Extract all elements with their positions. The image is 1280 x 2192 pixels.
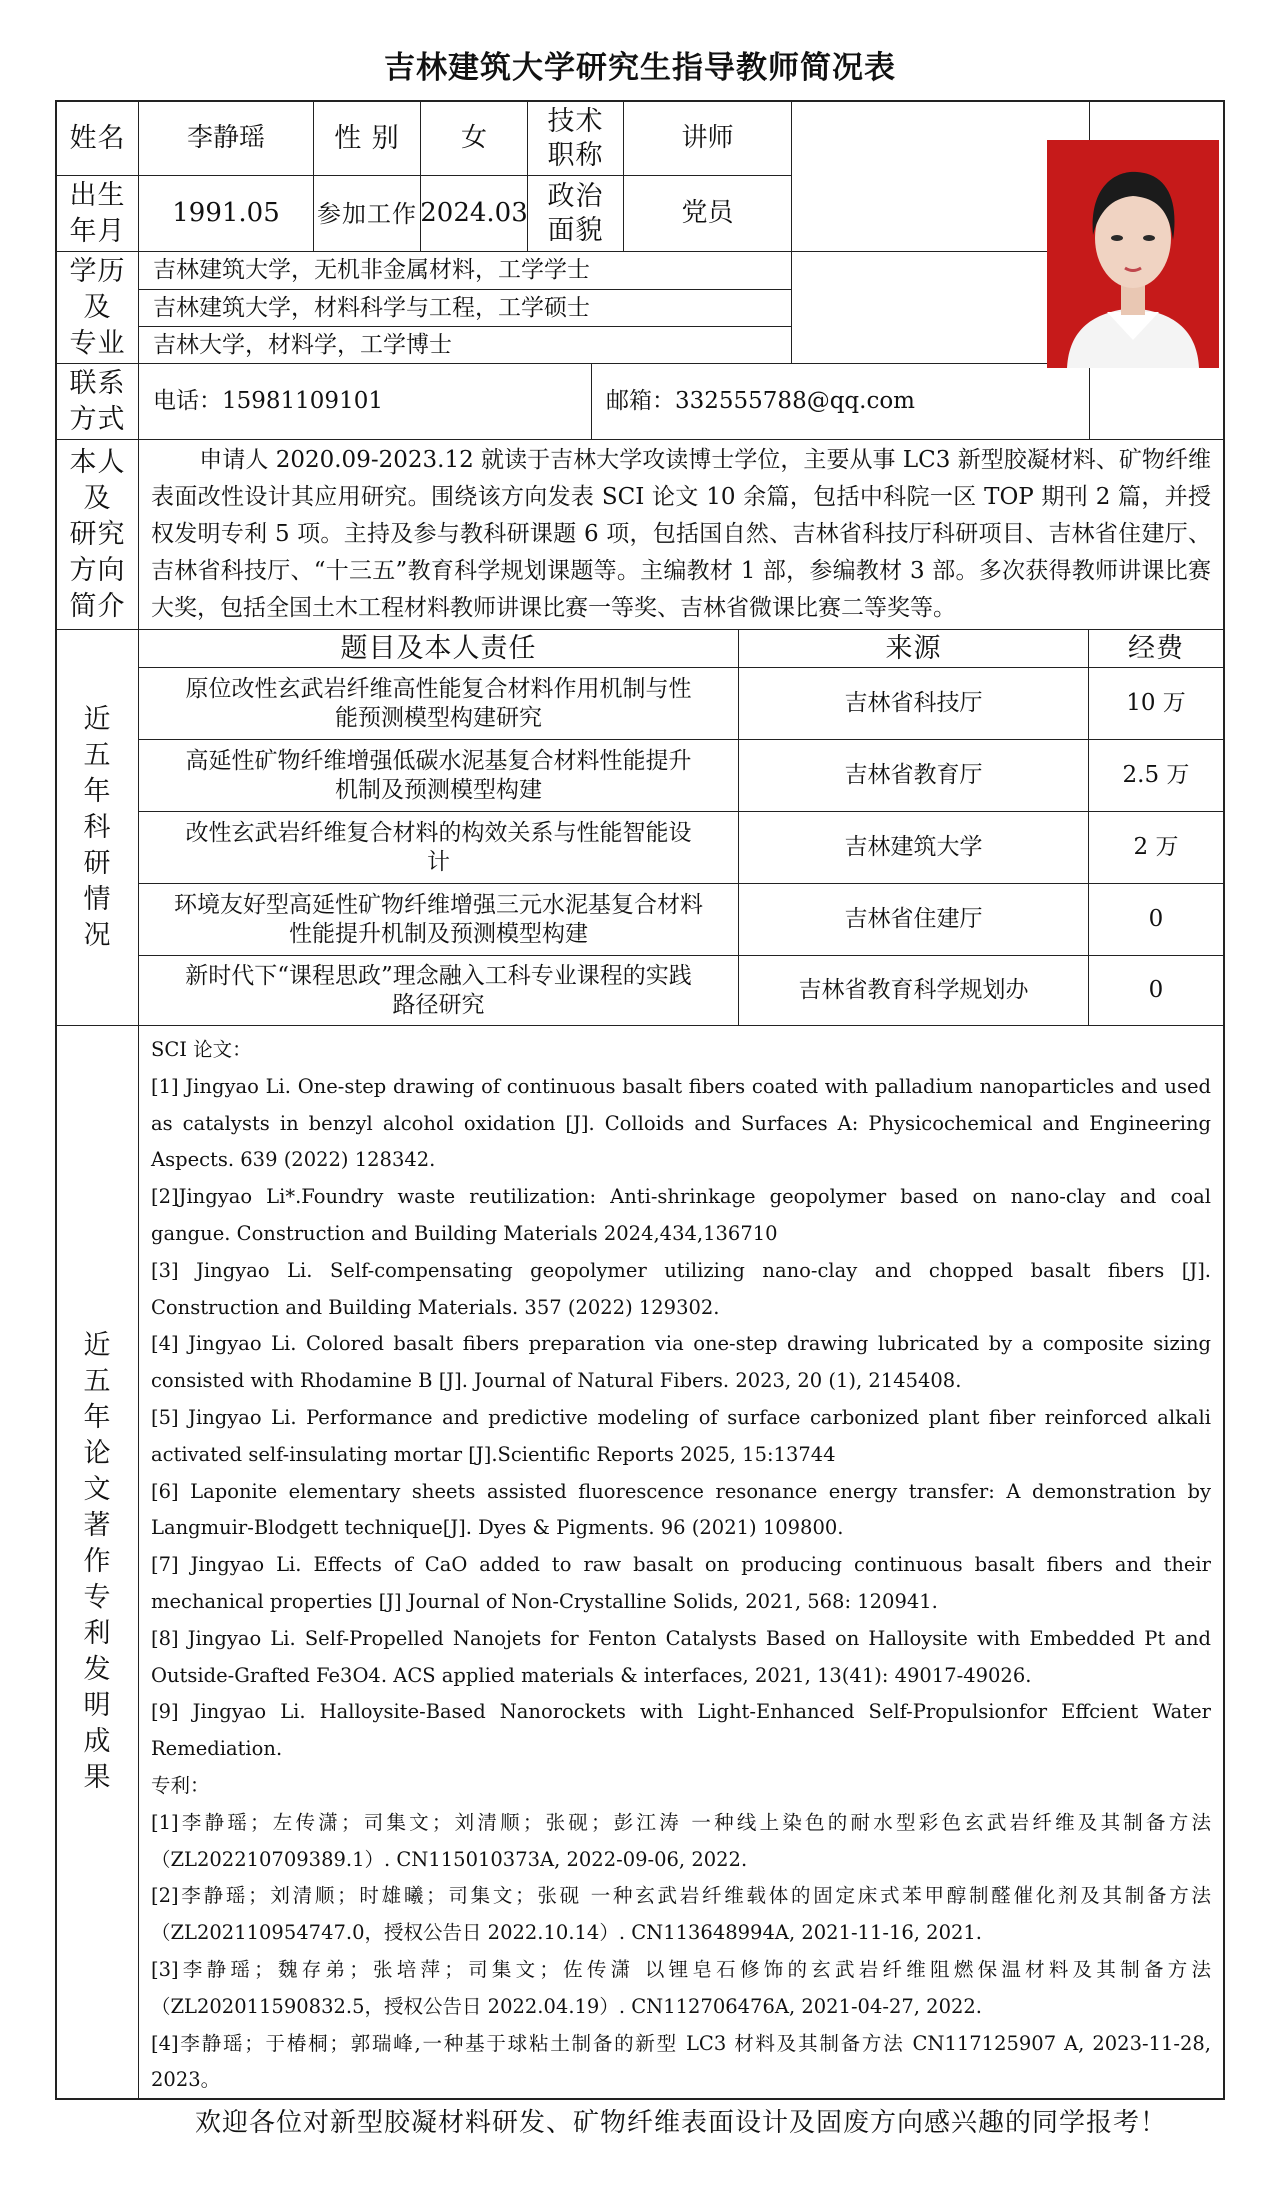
papers-label-line: 成: [83, 1726, 112, 1757]
research-row-funding: 2 万: [1089, 812, 1223, 884]
research-label-line: 情: [83, 883, 112, 915]
patent-item: [2]李静瑶；刘清顺；时雄曦；司集文；张砚 一种玄武岩纤维载体的固定床式苯甲醇制醛催化剂及其制备方法（ZL202110954747.0，授权公告日 2022.10.14）. CN113648994A, 2021-11-16, 2021.: [151, 1884, 1211, 1945]
sci-paper-item: [5] Jingyao Li. Performance and predictive modeling of surface carbonized plant fiber reinforced alkali activated self-insulating mortar [J].Scientific Reports 2025, 15:13744: [151, 1405, 1211, 1466]
sci-paper-item: [9] Jingyao Li. Halloysite-Based Nanorockets with Light-Enhanced Self-Propulsionfor Effcient Water Remediation.: [151, 1700, 1211, 1761]
work-start-value: 2024.03: [421, 176, 528, 252]
portrait-photo: [1047, 140, 1219, 368]
page-title: 吉林建筑大学研究生指导教师简况表: [384, 50, 896, 86]
papers-label-line: 著: [83, 1510, 112, 1541]
education-bachelor: 吉林建筑大学，无机非金属材料，工学学士: [139, 252, 792, 290]
research-row-funding: 0: [1089, 884, 1223, 956]
papers-label-line: 年: [83, 1402, 112, 1433]
profile-table: [55, 100, 1225, 2139]
research-row-source: 吉林省科技厅: [739, 668, 1089, 740]
research-label-line: 近: [83, 703, 112, 735]
research-label-line: 五: [83, 739, 112, 771]
research-row-source: 吉林省住建厅: [739, 884, 1089, 956]
sci-paper-item: [4] Jingyao Li. Colored basalt fibers preparation via one-step drawing lubricated by a composite sizing consisted with Rhodamine B [J]. Journal of Natural Fibers. 2023, 20 (1), 2145408.: [151, 1332, 1211, 1393]
patent-heading: 专利：: [151, 1773, 210, 1797]
birth-label-line: 出生: [69, 179, 126, 211]
research-row-title: 新时代下“课程思政”理念融入工科专业课程的实践路径研究: [139, 956, 739, 1026]
intro-label-line: 研究: [69, 518, 126, 550]
research-row-title: 原位改性玄武岩纤维高性能复合材料作用机制与性能预测模型构建研究: [139, 668, 739, 740]
photo-cell-bottom: [1090, 364, 1223, 440]
papers-label-line: 明: [83, 1690, 112, 1721]
research-row-title: 改性玄武岩纤维复合材料的构效关系与性能智能设计: [139, 812, 739, 884]
research-label-line: 况: [83, 919, 112, 951]
work-start-label: 参加工作: [314, 176, 421, 252]
education-doctor: 吉林大学，材料学，工学博士: [139, 327, 792, 364]
papers-label-line: 果: [83, 1762, 112, 1793]
sci-paper-item: [8] Jingyao Li. Self-Propelled Nanojets for Fenton Catalysts Based on Halloysite with Embedded Pt and Outside-Grafted Fe3O4. ACS applied materials & interfaces, 2021, 13(41): 49017-49026.: [151, 1626, 1211, 1687]
birth-label: [57, 176, 139, 252]
research-row-title: 高延性矿物纤维增强低碳水泥基复合材料性能提升机制及预测模型构建: [139, 740, 739, 812]
sci-paper-item: [2]Jingyao Li*.Foundry waste reutilization: Anti-shrinkage geopolymer based on nano-clay and coal gangue. Construction and Building Materials 2024,434,136710: [151, 1185, 1211, 1245]
research-row-source: 吉林省教育厅: [739, 740, 1089, 812]
education-label: [57, 252, 139, 364]
intro-text-cell: [139, 440, 1223, 630]
papers-label-line: 近: [83, 1330, 112, 1361]
blank-cell: [792, 102, 1090, 252]
patent-item: [4]李静瑶；于椿桐；郭瑞峰,一种基于球粘土制备的新型 LC3 材料及其制备方法 CN117125907 A, 2023-11-28, 2023。: [151, 2031, 1211, 2092]
research-header-source: 来源: [739, 630, 1089, 668]
research-header-title: 题目及本人责任: [139, 630, 739, 668]
name-label: 姓名: [57, 102, 139, 176]
research-row-source: 吉林省教育科学规划办: [739, 956, 1089, 1026]
patent-item: [1]李静瑶；左传潇；司集文；刘清顺；张砚；彭江涛 一种线上染色的耐水型彩色玄武岩纤维及其制备方法（ZL202210709389.1）. CN115010373A, 2022-09-06, 2022.: [151, 1810, 1211, 1871]
politics-value: 党员: [624, 176, 792, 252]
birth-value: 1991.05: [139, 176, 314, 252]
email-field: 邮箱：332555788@qq.com: [592, 364, 1090, 440]
contact-label-line: 联系: [69, 367, 126, 399]
birth-label-line: 年月: [69, 215, 126, 247]
research-row-title: 环境友好型高延性矿物纤维增强三元水泥基复合材料性能提升机制及预测模型构建: [139, 884, 739, 956]
contact-label: [57, 364, 139, 440]
sci-paper-item: [1] Jingyao Li. One-step drawing of continuous basalt fibers coated with palladium nanoparticles and used as catalysts in benzyl alcohol oxidation [J]. Colloids and Surfaces A: Physicochemical and Engineering Aspects. 639 (2022) 128342.: [151, 1074, 1211, 1172]
intro-label-line: 简介: [69, 590, 126, 622]
research-label-line: 科: [83, 811, 112, 843]
intro-label-line: 本人: [69, 446, 126, 478]
research-header-funding: 经费: [1089, 630, 1223, 668]
intro-label: [57, 440, 139, 630]
sci-heading: SCI 论文：: [151, 1038, 252, 1061]
papers-cell: [139, 1026, 1223, 2139]
papers-label-line: 论: [83, 1438, 112, 1469]
research-row-funding: 10 万: [1089, 668, 1223, 740]
tech-title-value: 讲师: [624, 102, 792, 176]
intro-paragraph: 申请人 2020.09-2023.12 就读于吉林大学攻读博士学位，主要从事 LC3 新型胶凝材料、矿物纤维表面改性设计其应用研究。围绕该方向发表 SCI 论文 10 余篇，包括中科院一区 TOP 期刊 2 篇，并授权发明专利 5 项。主持及参与教科研课题 6 项，包括国自然、吉林省科技厅科研项目、吉林省住建厅、吉林省科技厅、“十三五”教育科学规划课题等。主编教材 1 部，参编教材 3 部。多次获得教师讲课比赛大奖，包括全国土木工程材料教师讲课比赛一等奖、吉林省微课比赛二等奖等。: [151, 447, 1211, 621]
education-master: 吉林建筑大学，材料科学与工程，工学硕士: [139, 290, 792, 327]
gender-label: 性 别: [314, 102, 421, 176]
closing-message: 欢迎各位对新型胶凝材料研发、矿物纤维表面设计及固废方向感兴趣的同学报考！: [194, 2108, 1167, 2139]
sci-paper-item: [6] Laponite elementary sheets assisted fluorescence resonance energy transfer: A demonstration by Langmuir-Blodgett technique[J]. Dyes & Pigments. 96 (2021) 109800.: [151, 1479, 1211, 1540]
tech-title-label: 技术职称: [528, 102, 624, 176]
papers-label-line: 文: [83, 1474, 112, 1505]
papers-label: [57, 1026, 139, 2098]
name-value: 李静瑶: [139, 102, 314, 176]
papers-label-line: 五: [83, 1366, 112, 1397]
intro-label-line: 及: [83, 482, 112, 514]
portrait-illustration: [1047, 140, 1219, 368]
papers-label-line: 专: [83, 1582, 112, 1613]
blank-cell: [792, 252, 1090, 364]
research-label: [57, 630, 139, 1026]
politics-label: 政治面貌: [528, 176, 624, 252]
contact-label-line: 方式: [69, 403, 126, 435]
sci-paper-item: [3] Jingyao Li. Self-compensating geopolymer utilizing nano-clay and chopped basalt fibers [J]. Construction and Building Materials. 357 (2022) 129302.: [151, 1258, 1211, 1319]
phone-field: 电话：15981109101: [139, 364, 592, 440]
research-row-funding: 2.5 万: [1089, 740, 1223, 812]
papers-label-line: 作: [83, 1546, 112, 1577]
patent-item: [3]李静瑶；魏存弟；张培萍；司集文；佐传潇 以锂皂石修饰的玄武岩纤维阻燃保温材料及其制备方法（ZL202011590832.5，授权公告日 2022.04.19）. CN112706476A, 2021-04-27, 2022.: [151, 1957, 1211, 2018]
gender-value: 女: [421, 102, 528, 176]
research-label-line: 年: [83, 775, 112, 807]
education-label-line: 专业: [69, 327, 126, 359]
research-label-line: 研: [83, 847, 112, 879]
education-label-line: 学历: [69, 255, 126, 287]
intro-label-line: 方向: [69, 554, 126, 586]
research-row-funding: 0: [1089, 956, 1223, 1026]
sci-paper-item: [7] Jingyao Li. Effects of CaO added to raw basalt on producing continuous basalt fibers and their mechanical properties [J] Journal of Non-Crystalline Solids, 2021, 568: 120941.: [151, 1553, 1211, 1613]
papers-label-line: 利: [83, 1618, 112, 1649]
education-label-line: 及: [83, 291, 112, 323]
papers-label-line: 发: [83, 1654, 112, 1685]
research-row-source: 吉林建筑大学: [739, 812, 1089, 884]
